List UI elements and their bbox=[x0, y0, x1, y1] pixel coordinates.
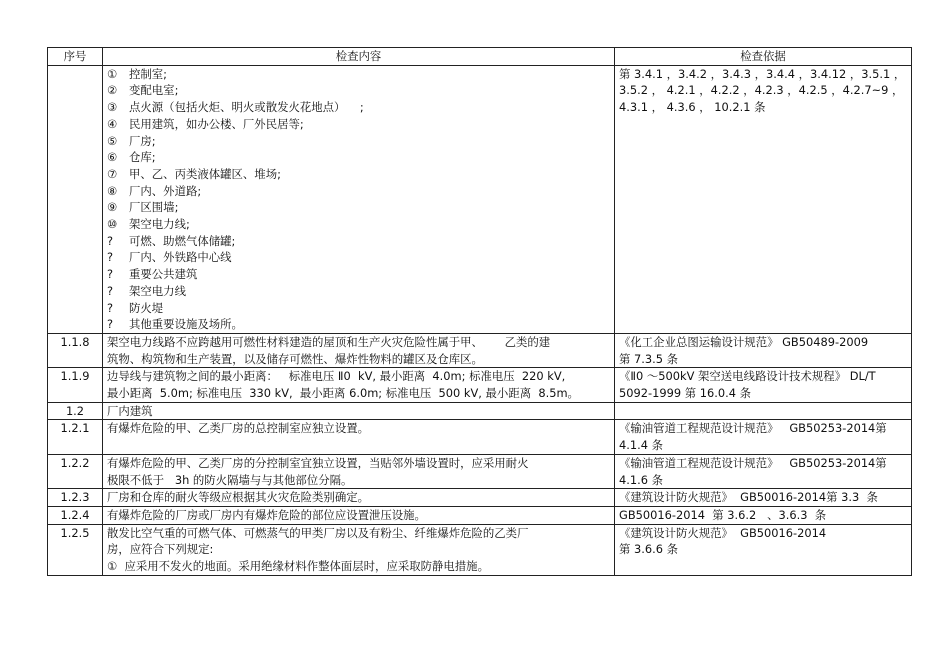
basis-cell bbox=[615, 368, 912, 402]
list-text: 民用建筑，如办公楼、厂外民居等; bbox=[129, 116, 304, 131]
basis-line: 《建筑设计防火规范》 GB50016-2014 bbox=[619, 525, 827, 540]
list-item bbox=[107, 99, 610, 116]
row-no: 1.1.8 bbox=[48, 333, 103, 367]
list-marker: ⑩ bbox=[107, 217, 118, 232]
row-no: 1.1.9 bbox=[48, 368, 103, 402]
list-item bbox=[107, 116, 610, 133]
list-item bbox=[107, 183, 610, 200]
list-marker: ⑥ bbox=[107, 150, 118, 165]
list-marker: ④ bbox=[107, 116, 118, 131]
list-item bbox=[107, 266, 610, 283]
table-row-1-2 bbox=[48, 402, 912, 420]
basis-line: 第 7.3.5 条 bbox=[619, 351, 679, 366]
basis-cell bbox=[615, 489, 912, 507]
list-item bbox=[107, 166, 610, 183]
basis-line: 第 3.4.1 ，3.4.2 ，3.4.3 ，3.4.4 ，3.4.12 ，3.5.1 ， bbox=[619, 66, 906, 81]
list-item bbox=[107, 66, 610, 83]
list-text: 厂内、外道路; bbox=[129, 183, 202, 198]
row-no: 1.2.4 bbox=[48, 506, 103, 524]
facility-list-cell bbox=[103, 65, 615, 333]
list-marker: ⑤ bbox=[107, 133, 118, 148]
content-line: 有爆炸危险的甲、乙类厂房的分控制室宜独立设置，当贴邻外墙设置时，应采用耐火 bbox=[107, 455, 529, 470]
basis-line: 3.5.2 ， 4.2.1 ，4.2.2 ，4.2.3 ，4.2.5 ，4.2.7~9 ， bbox=[619, 83, 904, 98]
basis-cell bbox=[615, 65, 912, 333]
row-no-cell bbox=[48, 65, 103, 333]
content-line: 极限不低于 3h 的防火隔墙与与其他部位分隔。 bbox=[107, 472, 353, 487]
basis-line: 5092-1999 第 16.0.4 条 bbox=[619, 386, 751, 401]
basis-line: 《输油管道工程规范设计规范》 GB50253-2014第 bbox=[619, 455, 887, 470]
list-item bbox=[107, 249, 610, 266]
basis-cell bbox=[615, 524, 912, 575]
content-line: 架空电力线路不应跨越用可燃性材料建造的屋顶和生产火灾危险性属于甲、 乙类的建 bbox=[107, 334, 551, 349]
header-no: 序号 bbox=[48, 48, 103, 66]
table-row-1-2-3 bbox=[48, 489, 912, 507]
header-basis: 检查依据 bbox=[615, 48, 912, 66]
content-cell bbox=[103, 333, 615, 367]
list-text: 可燃、助燃气体储罐; bbox=[129, 233, 236, 248]
list-text: 厂区围墙; bbox=[129, 200, 179, 215]
list-text: 甲、乙、丙类液体罐区、堆场; bbox=[129, 166, 281, 181]
table-row-1-2-4 bbox=[48, 506, 912, 524]
content-line: 最小距离 5.0m; 标准电压 330 kV, 最小距离 6.0m; 标准电压 500 kV, 最小距离 8.5m。 bbox=[107, 386, 579, 401]
list-item bbox=[107, 316, 610, 333]
list-marker: ⑧ bbox=[107, 183, 118, 198]
basis-cell bbox=[615, 454, 912, 488]
content-line: 房，应符合下列规定: bbox=[107, 542, 214, 557]
table-row-1-1-9 bbox=[48, 368, 912, 402]
content-cell bbox=[103, 489, 615, 507]
content-cell bbox=[103, 368, 615, 402]
content-line: 筑物、构筑物和生产装置，以及储存可燃性、爆炸性物料的罐区及仓库区。 bbox=[107, 351, 483, 366]
table-row-1-2-2 bbox=[48, 454, 912, 488]
row-no: 1.2 bbox=[48, 402, 103, 420]
basis-cell bbox=[615, 402, 912, 420]
list-item bbox=[107, 133, 610, 150]
list-text: 防火堤 bbox=[129, 300, 164, 315]
list-marker: ⑦ bbox=[107, 166, 118, 181]
list-marker: ② bbox=[107, 83, 118, 98]
content-line: 边导线与建筑物之间的最小距离： 标准电压 Ⅱ0 kV, 最小距离 4.0m; 标准电压 220 kV, bbox=[107, 369, 566, 384]
list-marker: ⑨ bbox=[107, 200, 118, 215]
basis-cell bbox=[615, 420, 912, 454]
list-marker: ? bbox=[107, 283, 114, 298]
list-item bbox=[107, 199, 610, 216]
list-item bbox=[107, 283, 610, 300]
row-no: 1.2.5 bbox=[48, 524, 103, 575]
list-item bbox=[107, 300, 610, 317]
content-line: 有爆炸危险的厂房或厂房内有爆炸危险的部位应设置泄压设施。 bbox=[107, 507, 426, 522]
list-text: 点火源（包括火炬、明火或散发火花地点） ; bbox=[129, 100, 364, 115]
content-cell bbox=[103, 402, 615, 420]
list-marker: ? bbox=[107, 250, 114, 265]
row-no: 1.2.2 bbox=[48, 454, 103, 488]
header-content: 检查内容 bbox=[103, 48, 615, 66]
list-marker: ? bbox=[107, 267, 114, 282]
content-cell bbox=[103, 454, 615, 488]
list-marker: ③ bbox=[107, 100, 118, 115]
basis-line: 《Ⅱ0 ～500kV 架空送电线路设计技术规程》 DL/T bbox=[619, 369, 876, 384]
table-row-1-2-1 bbox=[48, 420, 912, 454]
basis-line: 《化工企业总图运输设计规范》 GB50489-2009 bbox=[619, 334, 869, 349]
list-item bbox=[107, 216, 610, 233]
table-row-1-2-5 bbox=[48, 524, 912, 575]
inspection-table bbox=[47, 47, 912, 576]
list-item bbox=[107, 233, 610, 250]
list-text: 架空电力线; bbox=[129, 217, 190, 232]
list-text: 仓库; bbox=[129, 150, 156, 165]
list-text: 重要公共建筑 bbox=[129, 267, 198, 282]
list-marker: ? bbox=[107, 317, 114, 332]
list-item bbox=[107, 149, 610, 166]
list-marker: ? bbox=[107, 300, 114, 315]
basis-line: 《建筑设计防火规范》 GB50016-2014第 3.3 条 bbox=[619, 490, 878, 505]
content-line: 有爆炸危险的甲、乙类厂房的总控制室应独立设置。 bbox=[107, 421, 369, 436]
list-text: 其他重要设施及场所。 bbox=[129, 317, 243, 332]
basis-cell bbox=[615, 333, 912, 367]
list-text: 变配电室; bbox=[129, 83, 179, 98]
content-cell bbox=[103, 524, 615, 575]
content-line: 散发比空气重的可燃气体、可燃蒸气的甲类厂房以及有粉尘、纤维爆炸危险的乙类厂 bbox=[107, 525, 529, 540]
basis-line: 《输油管道工程规范设计规范》 GB50253-2014第 bbox=[619, 421, 887, 436]
content-cell bbox=[103, 420, 615, 454]
list-marker: ① bbox=[107, 66, 118, 81]
basis-line: 4.1.4 条 bbox=[619, 438, 663, 453]
basis-line: 4.3.1 ， 4.3.6 ， 10.2.1 条 bbox=[619, 100, 766, 115]
basis-line: 第 3.6.6 条 bbox=[619, 542, 679, 557]
row-no: 1.2.3 bbox=[48, 489, 103, 507]
table-row-1-1-8 bbox=[48, 333, 912, 367]
content-line: ① 应采用不发火的地面。采用绝缘材料作整体面层时，应采取防静电措施。 bbox=[107, 559, 489, 574]
section-heading: 厂内建筑 bbox=[107, 403, 153, 418]
basis-cell bbox=[615, 506, 912, 524]
basis-line: 4.1.6 条 bbox=[619, 472, 663, 487]
list-marker: ? bbox=[107, 233, 114, 248]
list-text: 厂内、外铁路中心线 bbox=[129, 250, 232, 265]
list-text: 架空电力线 bbox=[129, 283, 186, 298]
basis-line: GB50016-2014 第 3.6.2 、3.6.3 条 bbox=[619, 507, 827, 522]
row-no: 1.2.1 bbox=[48, 420, 103, 454]
list-text: 控制室; bbox=[129, 66, 168, 81]
content-cell bbox=[103, 506, 615, 524]
content-line: 厂房和仓库的耐火等级应根据其火灾危险类别确定。 bbox=[107, 490, 369, 505]
table-row-facility-list bbox=[48, 65, 912, 333]
list-text: 厂房; bbox=[129, 133, 156, 148]
list-item bbox=[107, 82, 610, 99]
header-row bbox=[48, 48, 912, 66]
